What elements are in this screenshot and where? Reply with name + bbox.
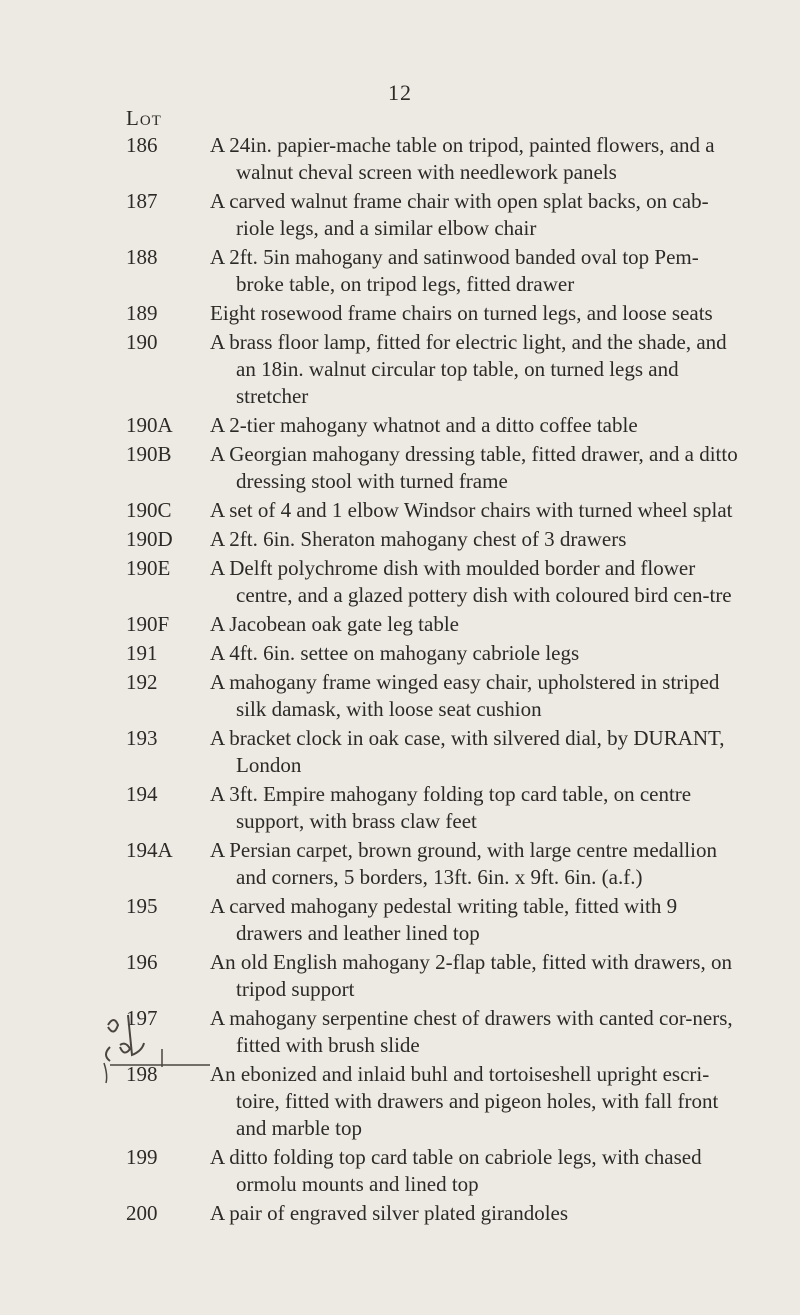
lot-number: 197 bbox=[126, 1006, 158, 1030]
lot-description: A brass floor lamp, fitted for electric light, and the shade, and an 18in. walnut circular top table, on turned legs and stretcher bbox=[210, 330, 727, 408]
lot-description: Eight rosewood frame chairs on turned legs, and loose seats bbox=[210, 301, 713, 325]
lot-description: A pair of engraved silver plated girandoles bbox=[210, 1201, 569, 1225]
lot-column-heading: Lot bbox=[126, 106, 162, 130]
lot-description: A Delft polychrome dish with moulded border and flower centre, and a glazed pottery dish with coloured bird cen-tre bbox=[210, 556, 732, 607]
lot-description: A Persian carpet, brown ground, with large centre medallion and corners, 5 borders, 13ft. 6in. x 9ft. 6in. (a.f.) bbox=[210, 838, 717, 889]
lot-number: 199 bbox=[126, 1145, 158, 1169]
lot-number: 191 bbox=[126, 641, 158, 665]
lot-entry bbox=[0, 781, 800, 835]
lot-number: 196 bbox=[126, 950, 158, 974]
lot-entry bbox=[0, 725, 800, 779]
lot-description: A carved mahogany pedestal writing table, fitted with 9 drawers and leather lined top bbox=[210, 894, 678, 945]
lot-number: 194 bbox=[126, 782, 158, 806]
lot-number: 192 bbox=[126, 670, 158, 694]
lot-entry bbox=[0, 188, 800, 242]
lot-number: 190A bbox=[126, 413, 173, 437]
lot-number: 195 bbox=[126, 894, 158, 918]
lot-entry bbox=[0, 893, 800, 947]
lot-description: A bracket clock in oak case, with silvered dial, by DURANT, London bbox=[210, 726, 725, 777]
lot-number: 190B bbox=[126, 442, 172, 466]
lot-number: 190F bbox=[126, 612, 170, 636]
lot-number: 190C bbox=[126, 498, 172, 522]
lot-entry bbox=[0, 526, 800, 553]
lot-number: 188 bbox=[126, 245, 158, 269]
lot-description: A 2ft. 6in. Sheraton mahogany chest of 3 drawers bbox=[210, 527, 627, 551]
lot-entry bbox=[0, 1144, 800, 1198]
lot-entry bbox=[0, 441, 800, 495]
lot-description: A 24in. papier-mache table on tripod, painted flowers, and a walnut cheval screen with needlework panels bbox=[210, 133, 715, 184]
handwritten-margin-note bbox=[100, 1005, 215, 1085]
lot-number: 194A bbox=[126, 838, 173, 862]
lot-entry bbox=[0, 244, 800, 298]
lot-description: A 3ft. Empire mahogany folding top card table, on centre support, with brass claw feet bbox=[210, 782, 692, 833]
lot-description: A Georgian mahogany dressing table, fitted drawer, and a ditto dressing stool with turned frame bbox=[210, 442, 738, 493]
page-number: 12 bbox=[388, 80, 412, 105]
lot-entry bbox=[0, 669, 800, 723]
lot-number: 187 bbox=[126, 189, 158, 213]
lot-description: A ditto folding top card table on cabriole legs, with chased ormolu mounts and lined top bbox=[210, 1145, 702, 1196]
lot-entry bbox=[0, 1200, 800, 1227]
lot-entry bbox=[0, 412, 800, 439]
lot-number: 189 bbox=[126, 301, 158, 325]
lot-description: A 2-tier mahogany whatnot and a ditto coffee table bbox=[210, 413, 638, 437]
lot-number: 200 bbox=[126, 1201, 158, 1225]
lot-number: 198 bbox=[126, 1062, 158, 1086]
lot-number: 190E bbox=[126, 556, 171, 580]
lot-description: A set of 4 and 1 elbow Windsor chairs with turned wheel splat bbox=[210, 498, 733, 522]
lot-description: A carved walnut frame chair with open splat backs, on cab-riole legs, and a similar elbow chair bbox=[210, 189, 709, 240]
lot-description: A 2ft. 5in mahogany and satinwood banded oval top Pem-broke table, on tripod legs, fitted drawer bbox=[210, 245, 699, 296]
lot-entry bbox=[0, 611, 800, 638]
lot-description: A mahogany serpentine chest of drawers with canted cor-ners, fitted with brush slide bbox=[210, 1006, 733, 1057]
lot-entry bbox=[0, 497, 800, 524]
lot-entry bbox=[0, 640, 800, 667]
lot-entry bbox=[0, 132, 800, 186]
lot-number: 186 bbox=[126, 133, 158, 157]
lot-entry bbox=[0, 837, 800, 891]
lot-number: 190 bbox=[126, 330, 158, 354]
lot-entry bbox=[0, 555, 800, 609]
lot-description: An old English mahogany 2-flap table, fitted with drawers, on tripod support bbox=[210, 950, 732, 1001]
lot-description: A 4ft. 6in. settee on mahogany cabriole legs bbox=[210, 641, 580, 665]
lot-entry bbox=[0, 949, 800, 1003]
lot-description: A Jacobean oak gate leg table bbox=[210, 612, 459, 636]
lot-number: 193 bbox=[126, 726, 158, 750]
lot-description: An ebonized and inlaid buhl and tortoiseshell upright escri-toire, fitted with drawers and pigeon holes, with fall front and marble top bbox=[210, 1062, 719, 1140]
lot-entry bbox=[0, 300, 800, 327]
lot-number: 190D bbox=[126, 527, 173, 551]
lot-entry bbox=[0, 329, 800, 410]
lot-description: A mahogany frame winged easy chair, upholstered in striped silk damask, with loose seat cushion bbox=[210, 670, 720, 721]
